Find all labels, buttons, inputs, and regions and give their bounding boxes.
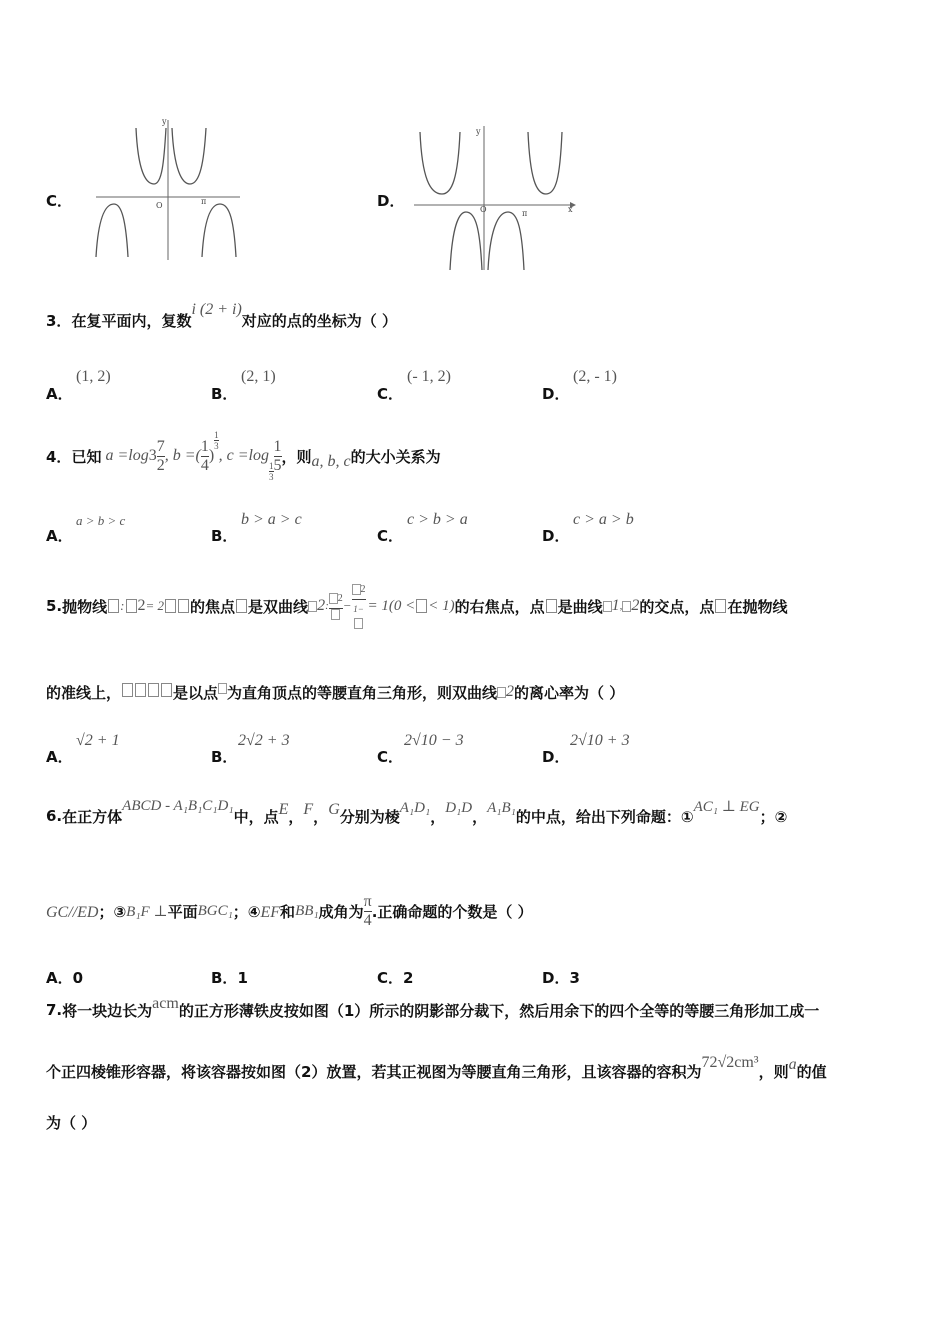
q3-text-after: 对应的点的坐标为（ ） <box>241 312 398 330</box>
q6-t1: 在正方体 <box>62 807 123 826</box>
q5-opt-a-value[interactable]: √2 + 1 <box>76 732 120 749</box>
q6-t6: ；③ <box>98 902 127 921</box>
q6-t8: ；④ <box>232 902 261 921</box>
q5-parabola-pow: 2 <box>137 597 146 614</box>
q5-line2-d: 的离心率为（ ） <box>514 683 625 702</box>
q3-opt-a-value[interactable]: (1, 2) <box>76 368 111 385</box>
q6-number: 6. <box>46 807 63 825</box>
q3-opt-d-value[interactable]: (2, - 1) <box>573 368 617 385</box>
q5-opt-d-value[interactable]: 2√10 + 3 <box>570 732 630 749</box>
q7-line3: 为（ ） <box>46 1114 97 1132</box>
q4-opt-b-value[interactable]: b > a > c <box>241 511 302 528</box>
q5-line2-b: 是以点 <box>173 683 219 702</box>
q4-a-part: a =log <box>105 447 149 464</box>
q5-placeholder-box <box>236 599 247 613</box>
q5-number: 5. <box>46 597 63 615</box>
q6-t7: 平面 <box>167 902 198 921</box>
q6-a1b1: A₁B₁ <box>487 799 516 816</box>
q5-hyper-eq-right: = 1(0 < <box>367 597 416 614</box>
q6-opt-d[interactable]: D．3 <box>542 969 580 987</box>
q5-small-box <box>308 601 317 612</box>
q6-t9: 和 <box>280 902 296 921</box>
q5-t7: 在抛物线 <box>727 597 788 616</box>
question-5-line-2 <box>46 680 624 704</box>
q3-expr: i (2 + i) <box>191 301 242 318</box>
q4-opt-c-label: C． <box>377 527 404 545</box>
q4-text-after: 的大小关系为 <box>350 447 441 466</box>
q5-small-box <box>603 601 612 612</box>
q5-parabola-eq2: = 2 <box>145 598 165 613</box>
q4-c-base-num: 1 <box>269 461 274 471</box>
q4-number: 4． <box>46 447 72 466</box>
q6-sep4: ， <box>472 807 488 826</box>
question-5-line-1: 5. 抛物线 : 2 = 2 的焦点 是双曲线 2 : $^2$ − $\frac{^2}{1-}$ = 1(0 < < 1) 的右焦点，点 是曲线 1 , 2 的交点，点 在抛物线 <box>46 588 787 624</box>
q6-t5: ；② <box>759 807 788 826</box>
q5-sub-1: 1 <box>611 597 620 614</box>
q6-pi-num: π <box>363 892 372 910</box>
q4-b-fraction <box>201 438 209 475</box>
q5-comma: , <box>619 600 623 612</box>
q6-p3: B₁F ⊥ <box>126 903 168 920</box>
q5-t6: 的交点，点 <box>639 597 715 616</box>
q6-e: E <box>278 801 289 818</box>
q7-t2: 的正方形薄铁皮按如图（1）所示的阴影部分裁下，然后用余下的四个全等的等腰三角形加工成一 <box>178 1001 820 1020</box>
q6-opt-a[interactable]: A．0 <box>46 969 84 987</box>
question-7-line-1 <box>46 996 819 1024</box>
q7-acm: acm <box>152 995 179 1012</box>
q5-placeholder-box <box>715 599 726 613</box>
q4-c-part: , c =log <box>218 447 269 464</box>
q5-opt-d-label: D． <box>542 748 570 766</box>
q6-opt-c[interactable]: C．2 <box>377 969 414 987</box>
c-pi-label: π <box>201 197 207 206</box>
q4-c-den: 5 <box>273 456 282 474</box>
q5-line2-c: 为直角顶点的等腰直角三角形，则双曲线 <box>227 683 498 702</box>
q5-hyper-eq-right2: < 1) <box>428 597 455 614</box>
q4-a-num: 7 <box>156 437 165 455</box>
q4-text-before: 已知 <box>71 447 102 466</box>
q4-a-fraction <box>157 438 165 475</box>
q5-small-box <box>218 683 227 694</box>
q7-line2-c: 的值 <box>796 1062 827 1081</box>
q7-line2-b: ，则 <box>758 1062 789 1081</box>
q5-t1: 抛物线 <box>62 597 108 616</box>
q6-t2: 中，点 <box>233 807 279 826</box>
q5-hyper-pow-1: 2 <box>337 592 343 604</box>
d-x-axis-label: x <box>568 205 573 214</box>
q4-a-base: 3 <box>148 447 157 464</box>
q5-sub-2c: 2 <box>506 683 515 700</box>
q5-placeholder-box <box>126 599 137 613</box>
q5-parabola-eq: : <box>120 598 125 613</box>
q6-a1d1: A₁D₁ <box>399 799 431 816</box>
q5-t2: 的焦点 <box>190 597 236 616</box>
q7-number: 7. <box>46 1001 63 1019</box>
q4-a-den: 2 <box>156 456 165 474</box>
q7-line2-a: 个正四棱锥形容器，将该容器按如图（2）放置，若其正视图为等腰直角三角形，且该容器的容积为 <box>46 1062 702 1081</box>
q5-t5: 是曲线 <box>557 597 603 616</box>
q6-opt-b[interactable]: B．1 <box>211 969 248 987</box>
graph-option-d <box>410 120 580 272</box>
q4-c-num: 1 <box>273 437 282 455</box>
q6-p4b: BB₁ <box>295 902 319 919</box>
q4-opt-d-label: D． <box>542 527 570 545</box>
q6-pi-fraction <box>364 893 372 930</box>
q4-c-base-den: 3 <box>269 472 274 482</box>
q3-opt-a-label: A． <box>46 385 73 403</box>
q5-hyper-term-1 <box>329 593 343 620</box>
q5-opt-b-value[interactable]: 2√2 + 3 <box>238 732 290 749</box>
q5-opt-c-label: C． <box>377 748 404 766</box>
q4-opt-a-label: A． <box>46 527 73 545</box>
q5-opt-b-label: B． <box>211 748 238 766</box>
q4-opt-c-value[interactable]: c > b > a <box>407 511 468 528</box>
q5-opt-a-label: A． <box>46 748 73 766</box>
question-6-line-1 <box>46 796 787 836</box>
question-6-line-2 <box>46 884 533 938</box>
q3-opt-d-label: D． <box>542 385 570 403</box>
option-c-label: C． <box>46 192 73 210</box>
q5-placeholder-box <box>108 599 119 613</box>
q5-line2-a: 的准线上， <box>46 683 122 702</box>
c-origin-label: O <box>156 201 163 210</box>
q4-b-exp-num: 1 <box>214 430 219 440</box>
q6-t3: 分别为棱 <box>339 807 400 826</box>
q4-opt-a-value[interactable]: a > b > c <box>76 513 126 528</box>
q7-t1: 将一块边长为 <box>62 1001 153 1020</box>
q6-f: F <box>303 801 314 818</box>
q5-placeholder-box <box>178 599 189 613</box>
q3-opt-c-value[interactable]: (- 1, 2) <box>407 368 451 385</box>
q5-hyper-minus: − <box>342 598 352 613</box>
q6-pi-den: 4 <box>363 911 372 929</box>
q5-sub-2b: 2 <box>631 597 640 614</box>
q6-t10: 成角为 <box>318 902 364 921</box>
q6-t4: 的中点，给出下列命题：① <box>515 807 694 826</box>
q5-hyper-pow-2: 2 <box>360 583 366 595</box>
q5-opt-c-value[interactable]: 2√10 − 3 <box>404 732 464 749</box>
q7-volume: 72√2cm³ <box>701 1054 759 1071</box>
q5-t4: 的右焦点，点 <box>454 597 545 616</box>
question-3 <box>46 301 398 331</box>
d-pi-label: π <box>522 209 528 218</box>
q5-sub-2: 2 <box>317 597 326 614</box>
q4-opt-d-value[interactable]: c > a > b <box>573 511 634 528</box>
q4-b-part: , b =( <box>164 447 201 464</box>
q4-text-mid: ，则 <box>281 447 312 466</box>
q7-a-var: a <box>788 1056 797 1073</box>
q3-opt-b-value[interactable]: (2, 1) <box>241 368 276 385</box>
q6-cube: ABCD - A₁B₁C₁D₁ <box>122 797 234 814</box>
d-y-axis-label: y <box>476 127 481 136</box>
q6-sep3: ， <box>430 807 446 826</box>
q3-opt-b-label: B． <box>211 385 238 403</box>
q5-placeholder-box <box>165 599 176 613</box>
question-4: 4． 已知 a =log 3 $\frac{7}{2}$ , b =( $\frac{1}{4}$ ) $\frac{1}{3}$ , c =log $\frac{1}{3}$ $\frac{1}{5}$ ，则 a, b, c 的大小关系为 <box>46 430 441 482</box>
q5-placeholder-box <box>416 599 427 613</box>
q5-placeholder-box <box>546 599 557 613</box>
q6-p1: AC₁ ⊥ EG <box>693 798 760 815</box>
q6-t11: .正确命题的个数是（ ） <box>371 902 533 921</box>
q6-p4a: EF <box>260 904 281 921</box>
d-origin-label: O <box>480 205 487 214</box>
q4-c-fraction <box>274 438 282 475</box>
q5-hyper-term-2 <box>352 584 366 629</box>
q4-vars: a, b, c <box>311 453 351 470</box>
q6-sep1: ， <box>288 807 304 826</box>
q4-b-den: 4 <box>200 456 209 474</box>
question-7-line-2 <box>46 1056 827 1086</box>
option-d-label: D． <box>377 192 405 210</box>
q6-sep2: ， <box>313 807 329 826</box>
q3-number: 3． <box>46 312 72 330</box>
q4-b-exp-den: 3 <box>214 441 219 451</box>
q3-text-before: 在复平面内，复数 <box>71 312 192 330</box>
q6-d1d: D₁D <box>445 799 473 816</box>
q3-opt-c-label: C． <box>377 385 404 403</box>
q4-opt-b-label: B． <box>211 527 238 545</box>
q4-b-num: 1 <box>200 437 209 455</box>
q5-hyper-den2: 1− <box>353 603 364 614</box>
c-y-axis-label: y <box>162 117 167 126</box>
q6-g: G <box>328 801 340 818</box>
q5-t3: 是双曲线 <box>248 597 309 616</box>
graph-option-c <box>90 112 250 262</box>
q6-p3b: BGC₁ <box>197 902 233 919</box>
q6-p2: GC//ED <box>46 904 99 921</box>
q5-small-box <box>497 687 506 698</box>
q5-small-box <box>619 600 631 612</box>
